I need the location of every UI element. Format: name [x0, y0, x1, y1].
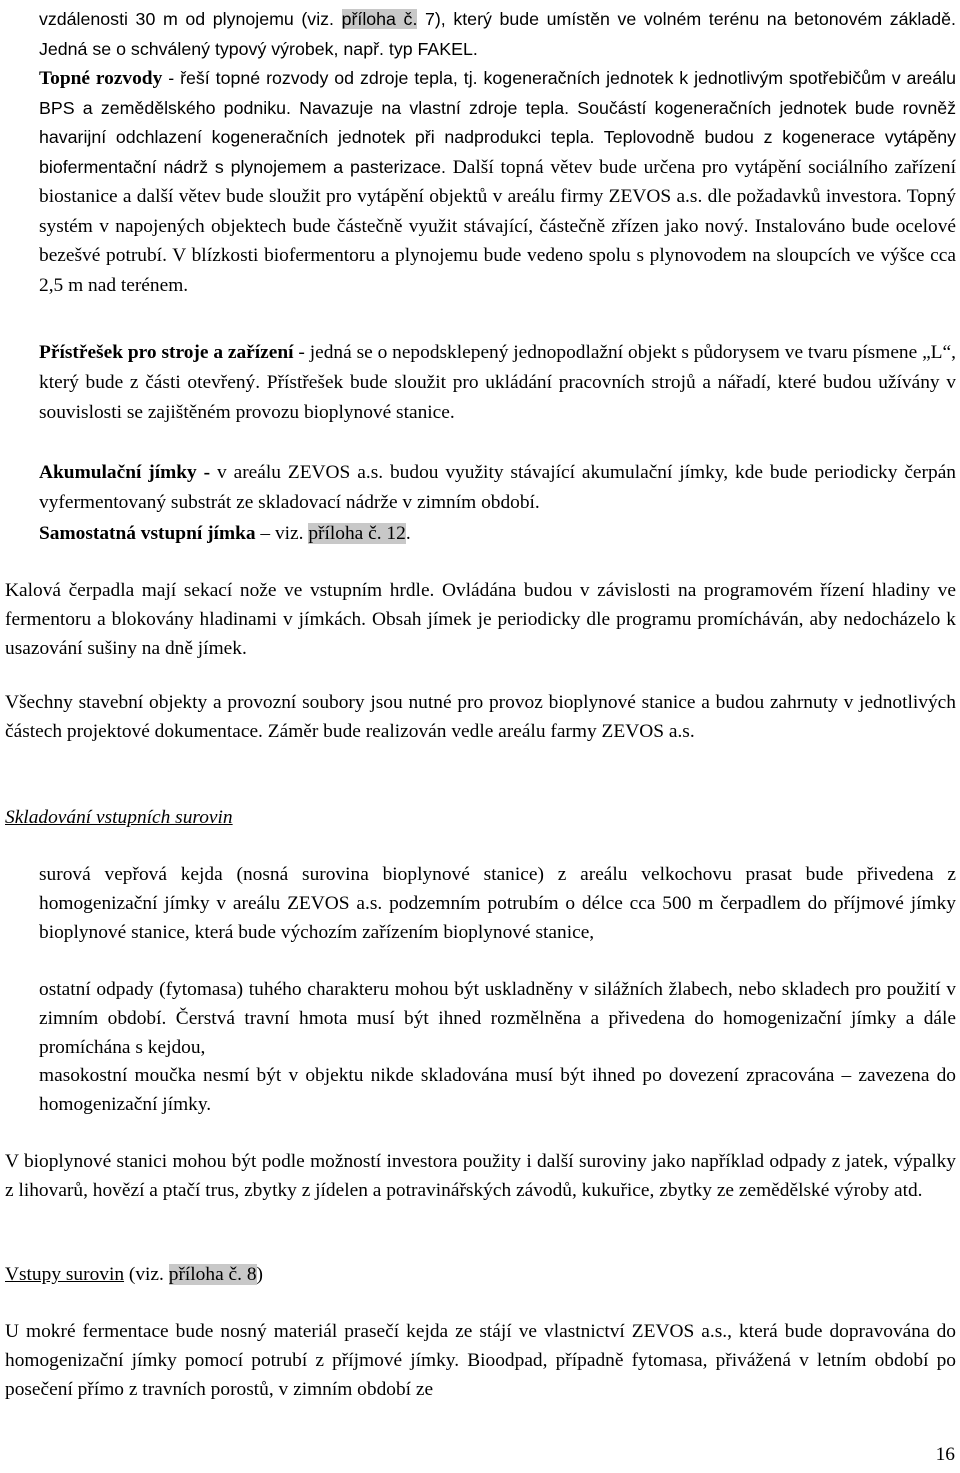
- text: ): [256, 1264, 263, 1285]
- list-item: ostatní odpady (fytomasa) tuhého charakteru mohou být uskladněny v silážních žlabech, nebo skladech pro použití v zimním období. Čerstvá travní hmota musí být ihned rozmělněna a přivedena do homogenizační jímky a dále promíchána s kejdou,: [39, 979, 956, 1058]
- heading-skladovani: Skladování vstupních surovin: [5, 807, 233, 828]
- text: v areálu ZEVOS a.s. budou využity stávající akumulační jímky, kde bude periodicky čerpán vyfermentovaný substrát ze skladovací nádrže v zimním období.: [39, 462, 956, 513]
- text: (viz.: [124, 1264, 169, 1285]
- paragraph-pristresek: [39, 338, 956, 428]
- text: 7), který bude umístěn ve volném terénu na betonovém základě. Jedná se o schválený typový výrobek, např. typ FAKEL.: [39, 9, 956, 59]
- list-item: surová vepřová kejda (nosná surovina bioplynové stanice) z areálu velkochovu prasat bude přivedena z homogenizační jímky v areálu ZEVOS a.s. podzemním potrubím o délce cca 500 m čerpadlem do příjmové jímky bioplynové stanice, která bude výchozím zařízením bioplynové stanice,: [39, 864, 956, 943]
- text: – viz.: [255, 523, 309, 544]
- paragraph-kalova-cerpadla: Kalová čerpadla mají sekací nože ve vstupním hrdle. Ovládána budou v závislosti na programovém řízení hladiny ve fermentoru a blokovány hladinami v jímkách. Obsah jímek je periodicky dle programu promícháván, aby nedocházelo k usazování sušiny na dně jímek.: [5, 580, 956, 659]
- appendix-ref: příloha č. 8: [168, 1264, 257, 1285]
- section-title: Topné rozvody: [39, 68, 163, 89]
- section-title: Samostatná vstupní jímka: [39, 523, 256, 544]
- list-item: masokostní moučka nesmí být v objektu nikde skladována musí být ihned po dovezení zpracována – zavezena do homogenizační jímky.: [39, 1065, 956, 1115]
- paragraph-akumulacni-jimky: [39, 458, 956, 518]
- page-number: 16: [935, 1444, 955, 1465]
- paragraph-samostatna-jimka: [39, 519, 956, 548]
- paragraph-mokra-fermentace: U mokré fermentace bude nosný materiál prasečí kejda ze stájí ve vlastnictví ZEVOS a.s., která bude dopravována do homogenizační jímky pomocí potrubí z příjmové jímky. Bioodpad, případně fytomasa, přivážená v letním období po posečení přímo z travních porostů, v zimním období ze: [5, 1321, 956, 1400]
- paragraph-topne-rozvody: [39, 64, 956, 300]
- heading-label: Vstupy surovin: [5, 1264, 125, 1285]
- text: - jedná se o nepodsklepený jednopodlažní objekt s půdorysem ve tvaru písmene „L“, který bude z části otevřený. Přístřešek bude sloužit pro ukládání pracovních strojů a nářadí, které budou užívány v souvislosti se zajištěném provozu bioplynové stanice.: [39, 342, 956, 423]
- paragraph-fakel: [39, 4, 956, 64]
- heading-vstupy: [5, 1260, 956, 1289]
- text: vzdálenosti 30 m od plynojemu (viz.: [39, 9, 342, 29]
- paragraph-stavebni-objekty: Všechny stavební objekty a provozní soubory jsou nutné pro provoz bioplynové stanice a budou zahrnuty v jednotlivých částech projektové dokumentace. Záměr bude realizován vedle areálu farmy ZEVOS a.s.: [5, 692, 956, 742]
- paragraph-dalsi-suroviny: V bioplynové stanici mohou být podle možností investora použity i další suroviny jako například odpady z jatek, výpalky z lihovarů, hovězí a ptačí trus, zbytky z jídelen a potravinářských závodů, kukuřice, zbytky ze zemědělské výroby atd.: [5, 1151, 956, 1201]
- text: - řeší topné rozvody od zdroje tepla, tj. kogeneračních jednotek k jednotlivým spotřebičům v areálu BPS a zemědělského podniku. Navazuje na vlastní zdroje tepla. Součástí kogeneračních jednotek bude rovněž havarijní odchlazení kogeneračních jednotek při nadprodukci tepla. Teplovodně budou z kogenerace vytápěny biofermentační nádrž s plynojemem a pasterizace.: [39, 68, 956, 177]
- text: .: [405, 523, 411, 544]
- section-title: Akumulační jímky -: [39, 462, 211, 483]
- appendix-ref: příloha č. 12: [308, 523, 406, 544]
- appendix-ref: příloha č.: [341, 9, 418, 29]
- text: Další topná větev bude určena pro vytápění sociálního zařízení biostanice a další větev bude sloužit pro vytápění objektů v areálu firmy ZEVOS a.s. dle požadavků investora. Topný systém v napojených objektech bude částečně využit stávající, částečně zřízen jako nový. Instalováno bude ocelové bezešvé potrubí. V blízkosti biofermentoru a plynojemu bude vedeno spolu s plynovodem na sloupcích ve výšce cca 2,5 m nad terénem.: [39, 156, 956, 296]
- section-title: Přístřešek pro stroje a zařízení: [39, 342, 294, 363]
